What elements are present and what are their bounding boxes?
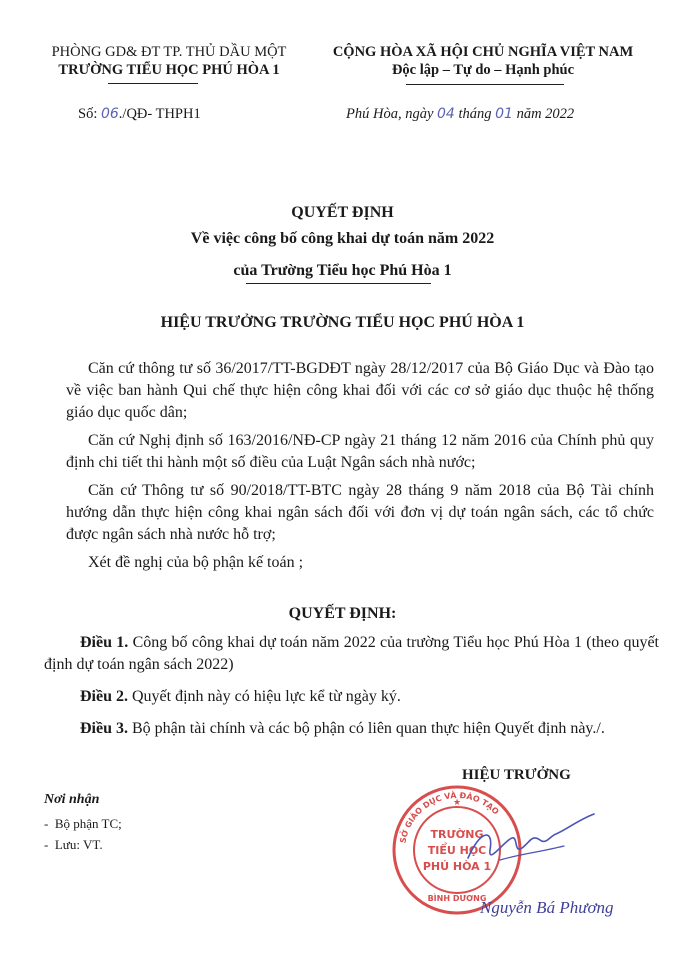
signer-name: Nguyễn Bá Phương xyxy=(480,898,614,917)
document-title xyxy=(0,200,685,284)
articles xyxy=(44,632,659,740)
school-name: TRƯỜNG TIỂU HỌC PHÚ HÒA 1 xyxy=(58,62,280,78)
title-main: QUYẾT ĐỊNH xyxy=(291,204,394,221)
recipient-text: Bộ phận TC; xyxy=(54,816,122,831)
motto-underline xyxy=(406,84,564,85)
recipients-heading: Nơi nhận xyxy=(44,792,100,807)
school-underline xyxy=(108,83,198,84)
country-name: CỘNG HÒA XÃ HỘI CHỦ NGHĨA VIỆT NAM xyxy=(332,44,634,60)
recipient-text: Lưu: VT. xyxy=(54,837,103,852)
date-month-label: tháng xyxy=(458,106,492,122)
signer-title: HIỆU TRƯỞNG xyxy=(462,767,571,783)
article-2 xyxy=(44,686,659,708)
basis-paragraph: Căn cứ Thông tư số 90/2018/TT-BTC ngày 28 tháng 9 năm 2018 của Bộ Tài chính hướng dẫn thực hiện công khai ngân sách đối với đơn vị dự toán ngân sách, các tổ chức được ngân sách nhà nước hỗ trợ; xyxy=(66,482,654,543)
recipients xyxy=(44,792,122,853)
article-label: Điều 1. xyxy=(80,634,129,651)
issuing-agency xyxy=(44,44,294,79)
motto: Độc lập – Tự do – Hạnh phúc xyxy=(391,62,575,78)
issue-date xyxy=(346,106,574,123)
seal-star-icon: ★ xyxy=(452,798,462,808)
article-text: Bộ phận tài chính và các bộ phận có liên quan thực hiện Quyết định này./. xyxy=(132,720,605,737)
recipient-item: - Bộ phận TC; xyxy=(44,816,122,831)
seal-ring-bottom: BÌNH DƯƠNG xyxy=(427,894,487,903)
basis-paragraph: Căn cứ thông tư số 36/2017/TT-BGDĐT ngày 28/12/2017 của Bộ Giáo Dục và Đào tạo về việc ban hành Qui chế thực hiện công khai đối với các cơ sở giáo dục thuộc hệ thống giáo dục quốc dân; xyxy=(66,360,654,421)
article-label: Điều 2. xyxy=(80,688,128,705)
ref-prefix: Số: xyxy=(78,106,98,122)
decision-heading: QUYẾT ĐỊNH: xyxy=(288,605,397,622)
date-year: năm 2022 xyxy=(516,106,575,122)
title-underline xyxy=(246,283,431,284)
article-1 xyxy=(44,632,659,676)
date-place: Phú Hòa, ngày xyxy=(346,106,434,122)
article-text: Công bố công khai dự toán năm 2022 của trường Tiểu học Phú Hòa 1 (theo quyết định dự toán ngân sách 2022) xyxy=(44,634,660,673)
seal-line2: TIỂU HỌC xyxy=(427,844,487,857)
seal-line3: PHÚ HÒA 1 xyxy=(422,860,492,873)
basis-paragraph: Căn cứ Nghị định số 163/2016/NĐ-CP ngày 21 tháng 12 năm 2016 của Chính phủ quy định chi tiết thi hành một số điều của Luật Ngân sách nhà nước; xyxy=(66,432,654,471)
signature-scribble xyxy=(460,810,600,880)
authority-heading: HIỆU TRƯỞNG TRƯỜNG TIỂU HỌC PHÚ HÒA 1 xyxy=(160,314,525,331)
article-label: Điều 3. xyxy=(80,720,128,737)
ref-suffix: ./QĐ- THPH1 xyxy=(118,106,201,122)
reference-number xyxy=(78,106,201,123)
article-text: Quyết định này có hiệu lực kể từ ngày ký. xyxy=(132,688,401,705)
date-month: 01 xyxy=(495,106,513,122)
title-sub1: Về việc công bố công khai dự toán năm 2022 xyxy=(190,230,495,247)
seal-ring-text: SỞ GIÁO DỤC VÀ ĐÀO TẠO xyxy=(398,790,501,844)
ref-number: 06 xyxy=(100,106,119,122)
national-motto xyxy=(313,44,653,79)
recipient-item: - Lưu: VT. xyxy=(44,837,103,852)
title-sub2: của Trường Tiểu học Phú Hòa 1 xyxy=(233,262,452,279)
agency-line: PHÒNG GD& ĐT TP. THỦ DẦU MỘT xyxy=(51,44,287,60)
date-day: 04 xyxy=(437,106,455,122)
basis-paragraph: Xét đề nghị của bộ phận kế toán ; xyxy=(88,554,304,571)
seal-line1: TRƯỜNG xyxy=(430,828,484,841)
article-3 xyxy=(44,718,659,740)
legal-bases xyxy=(66,358,654,574)
